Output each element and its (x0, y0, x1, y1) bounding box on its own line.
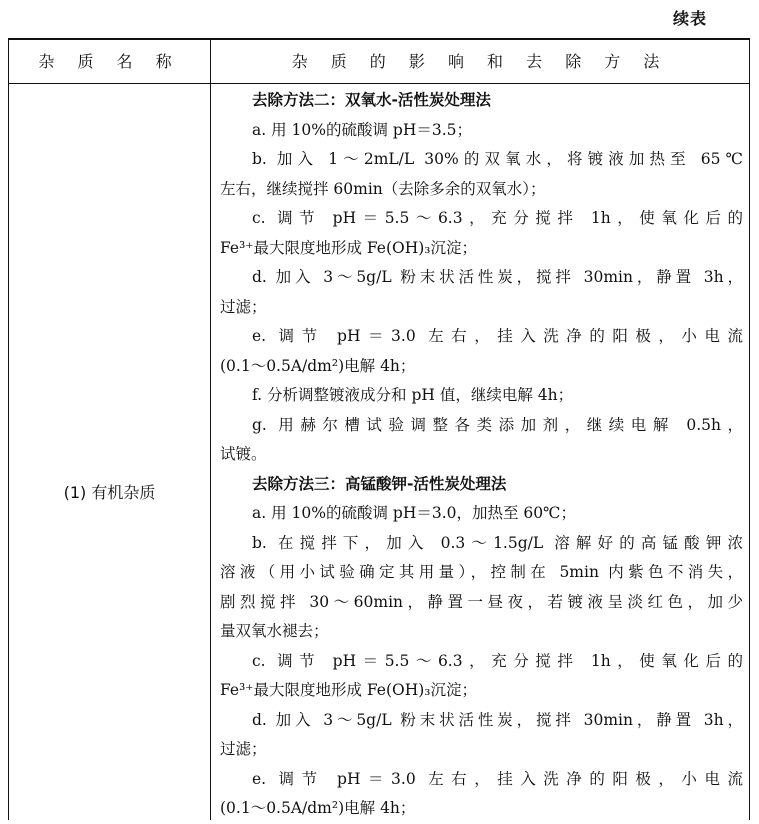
text-line: e. 调节 pH＝3.0 左右，挂入洗净的阳极，小电流 (252, 769, 743, 788)
text-line: Fe³⁺最大限度地形成 Fe(OH)₃沉淀； (220, 238, 478, 257)
text-line: c. 调节 pH＝5.5～6.3，充分搅拌 1h，使氧化后的 (252, 651, 743, 670)
text-line: 过滤； (220, 740, 267, 758)
text-line: Fe³⁺最大限度地形成 Fe(OH)₃沉淀； (220, 681, 478, 699)
text-line: d. 加入 3～5g/L 粉末状活性炭，搅拌 30min，静置 3h， (252, 268, 743, 286)
text-line: (0.1～0.5A/dm²)电解 4h； (220, 799, 416, 817)
text-line: 剧烈搅拌 30～60min，静置一昼夜，若镀液呈淡红色，加少 (220, 592, 743, 611)
text-line: a. 用 10%的硫酸调 pH＝3.0，加热至 60℃； (252, 504, 576, 522)
text-line: 左右，继续搅拌 60min（去除多余的双氧水）； (220, 179, 546, 198)
text-line: 溶液（用小试验确定其用量），控制在 5min 内紫色不消失， (220, 563, 743, 581)
text-line: f. 分析调整镀液成分和 pH 值，继续电解 4h； (252, 386, 574, 404)
method-title: 去除方法三：高锰酸钾-活性炭处理法 (252, 474, 507, 493)
column-divider (210, 40, 211, 820)
text-line: 量双氧水褪去； (220, 622, 329, 640)
text-line: b. 在搅拌下，加入 0.3～1.5g/L 溶解好的高锰酸钾浓 (252, 533, 743, 552)
text-line: 试镀。 (220, 445, 267, 463)
text-line: e. 调节 pH＝3.0 左右，挂入洗净的阳极，小电流 (252, 327, 743, 345)
text-line: 过滤； (220, 297, 267, 316)
continued-label: 续表 (672, 9, 707, 28)
removal-method-cell (220, 86, 743, 824)
text-line: a. 用 10%的硫酸调 pH＝3.5； (252, 120, 472, 139)
data-table (8, 38, 750, 820)
text-line: d. 加入 3～5g/L 粉末状活性炭，搅拌 30min，静置 3h， (252, 710, 743, 729)
text-line: (0.1～0.5A/dm²)电解 4h； (220, 356, 416, 375)
text-line: b. 加入 1～2mL/L 30%的双氧水，将镀液加热至 65℃ (252, 150, 743, 168)
impurity-name-cell: (1) 有机杂质 (63, 483, 156, 502)
text-line: c. 调节 pH＝5.5～6.3，充分搅拌 1h，使氧化后的 (252, 209, 743, 227)
table-header-row (9, 40, 749, 84)
header-impurity-name: 杂 质 名 称 (38, 52, 181, 71)
header-impact-and-removal: 杂 质 的 影 响 和 去 除 方 法 (291, 52, 669, 71)
method-title: 去除方法二：双氧水-活性炭处理法 (252, 91, 491, 109)
text-line: g. 用赫尔槽试验调整各类添加剂，继续电解 0.5h， (252, 415, 743, 434)
